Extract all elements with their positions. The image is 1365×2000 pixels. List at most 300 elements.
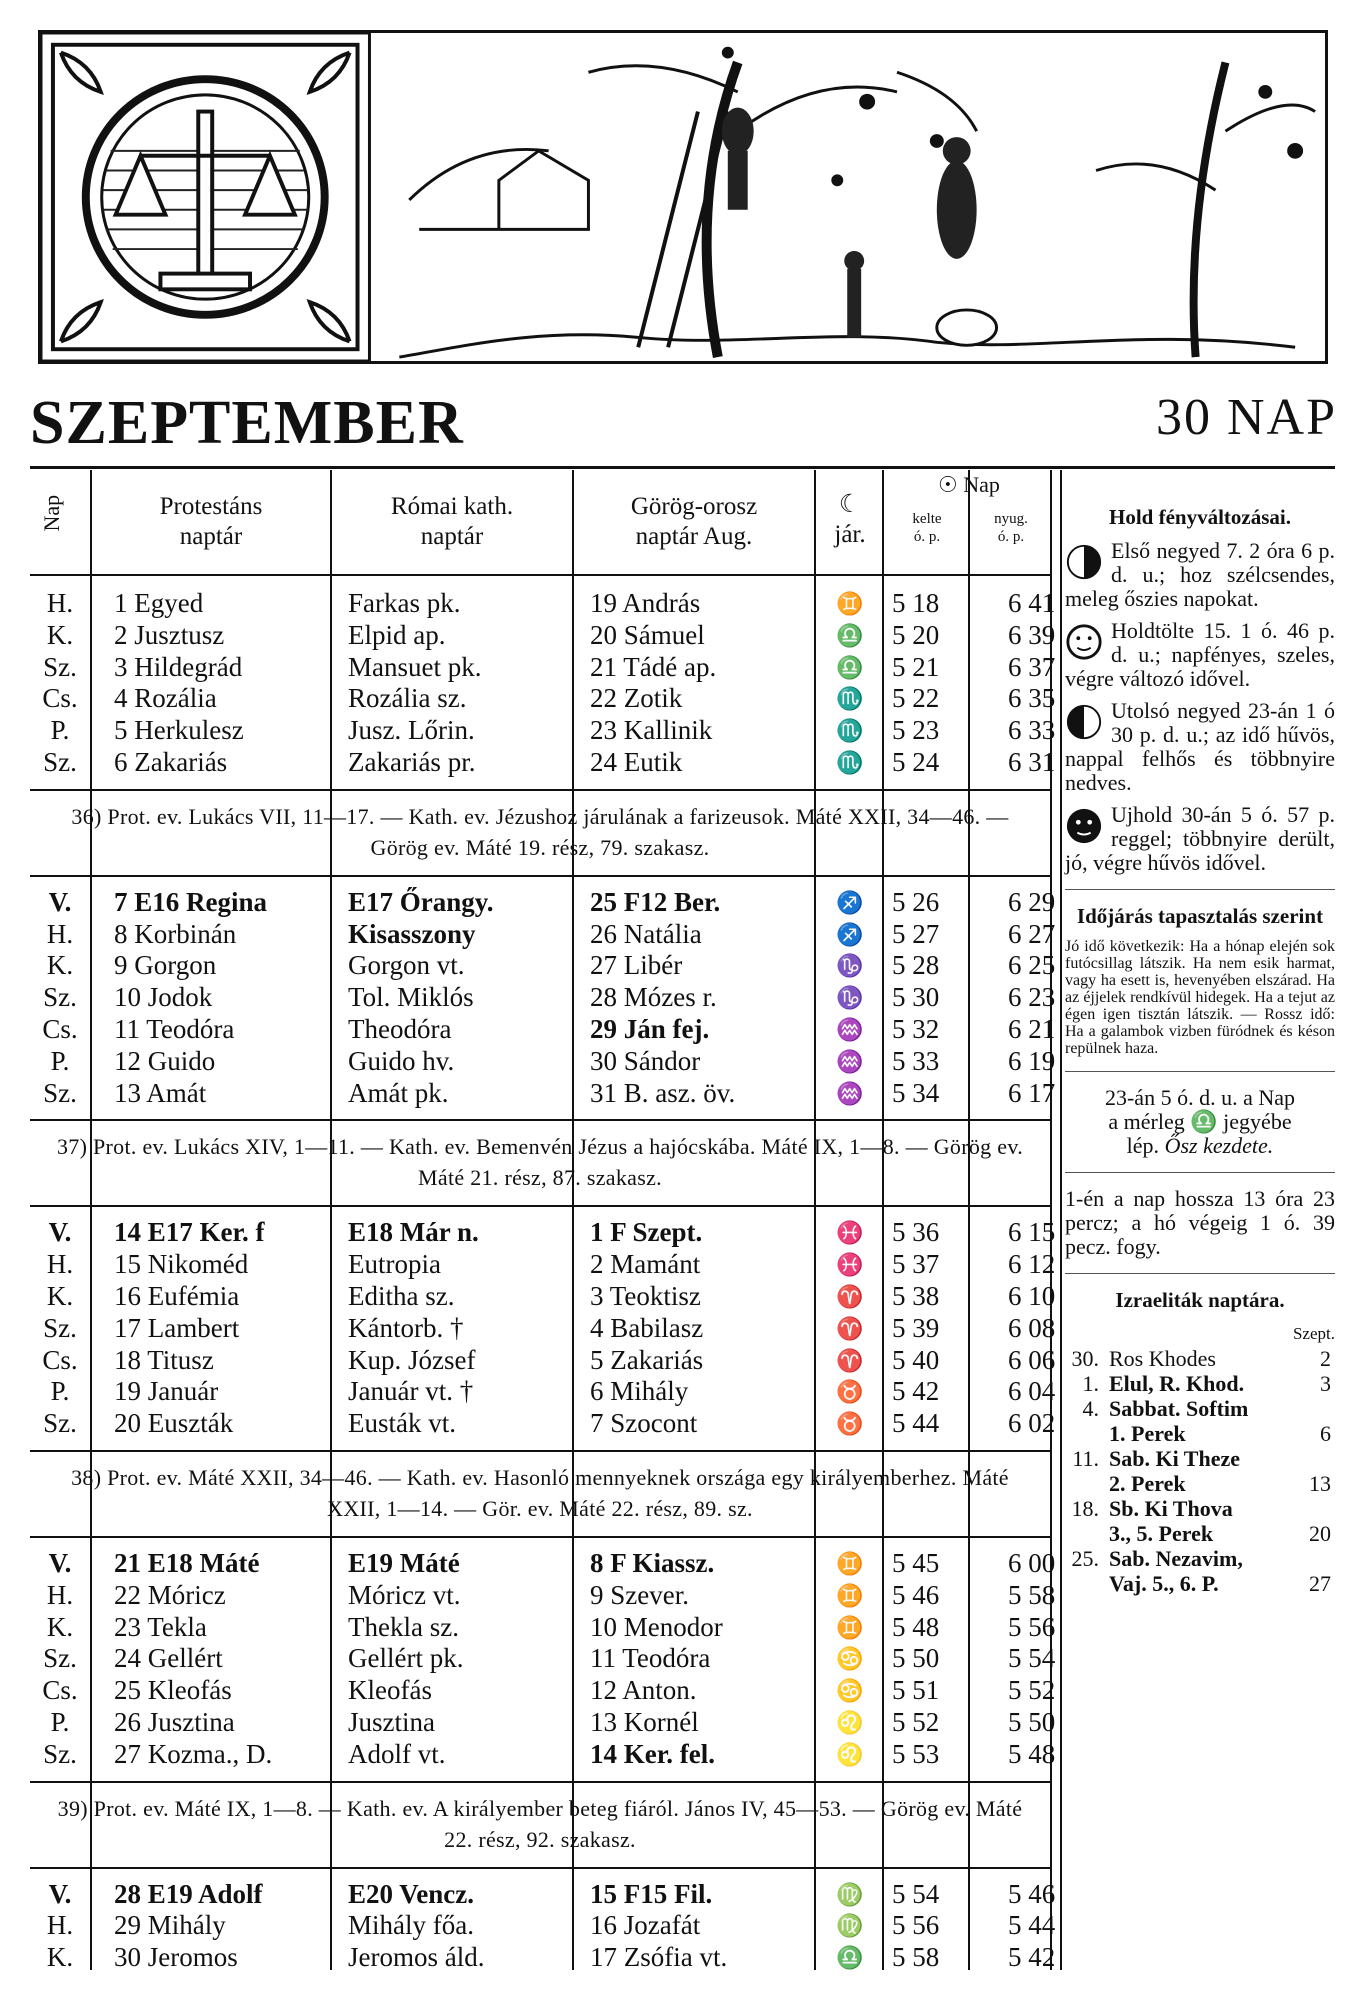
sunset-time: 5 52 [1008,1675,1056,1706]
moon-phase-text: Ujhold 30-án 5 ó. 57 p. reggel; többnyire derült, jó, végre hűvös idővel. [1065,802,1335,875]
week-block [30,588,1056,877]
day-abbrev: Cs. [42,1344,78,1375]
header-gorog-line2: naptár Aug. [635,523,753,550]
moon-phases-title: Hold fényváltozásai. [1109,505,1291,529]
sunrise-time: 5 24 [892,746,940,777]
protestant-name: 1 Egyed [114,588,204,618]
orthodox-name: 23 Kallinik [590,715,713,746]
table-row [30,1013,1056,1046]
protestant-name: 13 Amát [114,1077,207,1108]
table-row [30,1675,1056,1707]
izr-row [1065,1471,1335,1496]
catholic-name: E20 Vencz. [348,1878,475,1909]
zodiac-vízöntő-icon: ♒ [836,1048,864,1074]
moon-phase-entry [1065,803,1335,875]
sunset-time: 6 37 [1008,651,1056,682]
sunset-time: 6 25 [1008,950,1056,981]
sunrise-time: 5 36 [892,1217,940,1248]
sunrise-time: 5 53 [892,1738,940,1769]
izr-title: Izraeliták naptára. [1115,1288,1285,1312]
side-column [1065,505,1335,1596]
sun-note [1065,1086,1335,1158]
sunrise-time: 5 27 [892,918,940,949]
day-abbrev: H. [46,1579,74,1610]
header-sun-label: Nap [963,472,1000,497]
header-illustration [38,30,1328,364]
zodiac-szűz-icon: ♍ [836,1881,864,1907]
weeks-container [30,576,1056,1974]
protestant-name: 22 Móricz [114,1579,226,1610]
orthodox-name: 27 Libér [590,950,683,981]
sunset-time: 6 41 [1008,588,1056,618]
day-abbrev: Sz. [43,651,77,682]
sunrise-time: 5 38 [892,1280,940,1311]
zodiac-kos-icon: ♈ [836,1347,864,1373]
week-block [30,886,1056,1208]
orthodox-name: 21 Tádé ap. [590,651,717,682]
month-title: SZEPTEMBER [30,389,464,457]
day-abbrev: K. [46,950,74,981]
orthodox-name: 14 Ker. fel. [590,1738,715,1769]
catholic-name: Mihály főa. [348,1910,474,1941]
sunset-time: 6 35 [1008,683,1056,714]
zodiac-ikrek-icon: ♊ [836,591,864,616]
sunrise-time: 5 37 [892,1249,940,1280]
sunset-time: 6 06 [1008,1344,1056,1375]
table-row [30,683,1056,715]
header-gorog [576,492,812,552]
weather-title: Időjárás tapasztalás szerint [1076,904,1324,928]
izr-sept: 3 [1320,1371,1331,1396]
orthodox-name: 19 András [590,588,701,618]
sunrise-time: 5 42 [892,1376,940,1407]
izr-day: 11. [1072,1446,1099,1471]
table-row [30,1312,1056,1345]
zodiac-bak-icon: ♑ [836,953,864,979]
catholic-name: Kleofás [348,1675,432,1706]
day-abbrev: Sz. [43,1738,77,1769]
sunrise-time: 5 39 [892,1312,940,1343]
protestant-name: 26 Jusztina [114,1706,235,1737]
sunset-time: 6 10 [1008,1280,1056,1311]
table-row [30,715,1056,747]
protestant-name: 17 Lambert [114,1312,240,1343]
divider [1065,1273,1335,1274]
zodiac-ikrek-icon: ♊ [836,1550,864,1576]
orthodox-name: 10 Menodor [590,1611,723,1642]
catholic-name: Elpid ap. [348,619,446,650]
izr-row [1065,1521,1335,1546]
catholic-name: Jusz. Lőrin. [348,715,475,746]
sunrise-time: 5 22 [892,683,940,714]
catholic-name: Zakariás pr. [348,746,476,777]
orthodox-name: 1 F Szept. [590,1217,703,1248]
top-rule [30,466,1335,469]
weather-text: Jó idő következik: Ha a hónap elején sok futócsillag látszik. Ha nem esik harmat, vagy ha esett is, hevenyében elszárad. Ha az éjjelek rendkívül hidegek. Ha a tejut az égen igen tisztán látszik. — Rossz idő: Ha a galambok vizben füródnek és késon repülnek haza. [1065,938,1335,1057]
zodiac-nyilas-icon: ♐ [836,889,864,915]
izr-day: 1. [1082,1371,1099,1396]
sunset-time: 5 58 [1008,1579,1056,1610]
izr-day: 4. [1082,1396,1099,1421]
protestant-name: 7 E16 Regina [114,886,268,917]
table-row [30,1376,1056,1408]
sunset-time: 5 42 [1008,1942,1056,1973]
sunrise-time: 5 56 [892,1910,940,1941]
orthodox-name: 13 Kornél [590,1706,699,1737]
protestant-name: 27 Kozma., D. [114,1738,273,1769]
sunset-time: 6 08 [1008,1312,1056,1343]
calendar-table [30,470,1056,1974]
table-row [30,1217,1056,1249]
izr-day: 18. [1071,1496,1099,1521]
zodiac-vízöntő-icon: ♒ [836,1016,864,1042]
sunset-time: 6 17 [1008,1077,1056,1108]
izr-row [1065,1496,1335,1521]
sunset-time: 6 29 [1008,886,1056,917]
sun-note-part: 23-án 5 ó. d. u. a Nap [1104,1085,1295,1110]
catholic-name: Guido hv. [348,1045,455,1076]
header-kath-line2: naptár [420,523,484,550]
izr-name: 2. Perek [1109,1471,1186,1496]
sunset-time: 5 56 [1008,1611,1056,1642]
catholic-name: Tol. Miklós [348,982,474,1013]
gospel-note: 37) Prot. ev. Lukács XIV, 1—11. — Kath. ev. Bemenvén Jézus a hajócskába. Máté IX, 1—8. — Görög ev. Máté 21. rész, 87. szakasz. [30,1119,1050,1207]
orthodox-name: 31 B. asz. öv. [590,1077,736,1108]
protestant-name: 18 Titusz [114,1344,214,1375]
day-abbrev: V. [48,1878,72,1909]
header-nyug [970,510,1052,546]
table-row [30,1045,1056,1078]
izr-row [1065,1346,1335,1371]
apple-harvest-illustration [41,33,1325,361]
protestant-name: 2 Jusztusz [114,619,225,650]
sunrise-time: 5 58 [892,1942,940,1973]
catholic-name: Kántorb. † [348,1312,464,1343]
zodiac-ikrek-icon: ♊ [836,1614,864,1640]
new-moon-icon [1065,807,1103,845]
sunrise-time: 5 48 [892,1611,940,1642]
sunrise-time: 5 51 [892,1675,940,1706]
sunrise-time: 5 30 [892,982,940,1013]
header-protestans-line2: naptár [179,523,243,550]
sunset-time: 6 00 [1008,1547,1056,1578]
catholic-name: E17 Őrangy. [348,886,494,917]
sun-note-part: lép. [1126,1133,1160,1158]
header-kelte-line2: ó. p. [913,529,941,545]
izr-sept: 13 [1309,1471,1331,1496]
header-jar [818,490,882,550]
day-abbrev: Sz. [43,982,77,1013]
day-abbrev: Sz. [43,1312,77,1343]
catholic-name: Eutropia [348,1249,441,1280]
table-row [30,982,1056,1014]
izr-sept: 2 [1320,1346,1331,1371]
protestant-name: 6 Zakariás [114,746,228,777]
day-abbrev: P. [50,715,70,746]
day-abbrev: H. [46,1910,74,1941]
week-block [30,1878,1056,1974]
sunset-time: 5 54 [1008,1643,1056,1674]
zodiac-vízöntő-icon: ♒ [836,1080,864,1106]
day-abbrev: H. [46,918,74,949]
protestant-name: 30 Jeromos [114,1942,238,1973]
izr-sept: 27 [1309,1571,1331,1596]
col-divider [1060,470,1062,1970]
zodiac-bika-icon: ♉ [836,1411,864,1437]
zodiac-oroszlán-icon: ♌ [836,1741,864,1767]
izr-name: Elul, R. Khod. [1109,1371,1245,1396]
zodiac-mérleg-icon: ♎ [836,654,864,680]
day-abbrev: Sz. [43,746,77,777]
header-sun [886,472,1052,498]
table-row [30,1706,1056,1739]
sunset-time: 6 15 [1008,1217,1056,1248]
divider [1065,889,1335,890]
orthodox-name: 11 Teodóra [590,1643,711,1674]
orthodox-name: 24 Eutik [590,746,683,777]
protestant-name: 10 Jodok [114,982,213,1013]
day-abbrev: V. [48,886,72,917]
sunrise-time: 5 21 [892,651,940,682]
sunset-time: 6 27 [1008,918,1056,949]
header-nyug-line1: nyug. [994,511,1028,527]
catholic-name: Farkas pk. [348,588,461,618]
orthodox-name: 26 Natália [590,918,702,949]
izr-name: 1. Perek [1109,1421,1186,1446]
orthodox-name: 30 Sándor [590,1045,701,1076]
gospel-note: 36) Prot. ev. Lukács VII, 11—17. — Kath. ev. Jézushoz járulának a farizeusok. Máté XXII, 34—46. — Görög ev. Máté 19. rész, 79. szakasz. [30,789,1050,877]
table-row [30,1738,1056,1771]
day-abbrev: V. [48,1217,72,1248]
catholic-name: Január vt. † [348,1376,474,1407]
moon-phase-entry [1065,699,1335,795]
protestant-name: 23 Tekla [114,1611,207,1642]
zodiac-halak-icon: ♓ [836,1252,864,1278]
protestant-name: 11 Teodóra [114,1013,235,1044]
zodiac-rák-icon: ♋ [836,1678,864,1704]
day-abbrev: P. [50,1045,70,1076]
izr-name: Sab. Nezavim, [1109,1546,1243,1571]
catholic-name: Eusták vt. [348,1408,456,1439]
header-kelte [886,510,968,546]
izr-day: 25. [1071,1546,1099,1571]
orthodox-name: 28 Mózes r. [590,982,717,1013]
day-abbrev: P. [50,1376,70,1407]
header-nyug-line2: ó. p. [997,529,1025,545]
table-row [30,746,1056,779]
orthodox-name: 9 Szever. [590,1579,689,1610]
izr-row [1065,1546,1335,1571]
orthodox-name: 3 Teoktisz [590,1280,701,1311]
last-quarter-moon-icon [1065,703,1103,741]
orthodox-name: 7 Szocont [590,1408,698,1439]
catholic-name: Gorgon vt. [348,950,465,981]
sunrise-time: 5 28 [892,950,940,981]
catholic-name: Thekla sz. [348,1611,459,1642]
day-abbrev: H. [46,588,74,618]
sunrise-time: 5 54 [892,1878,940,1909]
izr-name: Vaj. 5., 6. P. [1109,1571,1219,1596]
table-header [30,470,1050,576]
sunrise-time: 5 46 [892,1579,940,1610]
day-abbrev: Cs. [42,1013,78,1044]
gospel-note: 38) Prot. ev. Máté XXII, 34—46. — Kath. ev. Hasonló mennyeknek országa egy királyemberhez. Máté XXII, 1—14. — Gör. ev. Máté 22. rész, 89. sz. [30,1450,1050,1538]
sunset-time: 6 21 [1008,1013,1056,1044]
orthodox-name: 5 Zakariás [590,1344,704,1375]
header-kath [334,492,570,552]
day-abbrev: K. [46,1611,74,1642]
table-row [30,588,1056,620]
day-abbrev: V. [48,1547,72,1578]
sunrise-time: 5 32 [892,1013,940,1044]
protestant-name: 19 Január [114,1376,219,1407]
zodiac-kos-icon: ♈ [836,1283,864,1309]
zodiac-halak-icon: ♓ [836,1220,864,1246]
protestant-name: 29 Mihály [114,1910,226,1941]
izr-row [1065,1371,1335,1396]
catholic-name: Rozália sz. [348,683,467,714]
sunset-time: 6 23 [1008,982,1056,1013]
zodiac-skorpió-icon: ♏ [836,749,864,775]
table-row [30,1579,1056,1612]
table-row [30,1611,1056,1644]
izr-name: Sb. Ki Thova [1109,1496,1233,1521]
divider [1065,1172,1335,1173]
zodiac-mérleg-icon: ♎ [836,1945,864,1971]
izr-list [1065,1346,1335,1596]
table-row [30,950,1056,982]
sunrise-time: 5 44 [892,1408,940,1439]
catholic-name: Jeromos áld. [348,1942,485,1973]
sunset-time: 5 50 [1008,1706,1056,1737]
first-quarter-moon-icon [1065,543,1103,581]
table-row [30,651,1056,684]
zodiac-kos-icon: ♈ [836,1315,864,1341]
orthodox-name: 17 Zsófia vt. [590,1942,728,1973]
table-row [30,918,1056,951]
day-abbrev: K. [46,1942,74,1973]
catholic-name: Kisasszony [348,918,476,949]
zodiac-mérleg-icon: ♎ [836,622,864,648]
catholic-name: Mansuet pk. [348,651,482,682]
catholic-name: Móricz vt. [348,1579,461,1610]
header-kath-line1: Római kath. [390,493,514,520]
sun-note-autumn: Ősz kezdete. [1164,1133,1274,1158]
izr-name: Ros Khodes [1109,1346,1216,1371]
table-row [30,1643,1056,1675]
table-row [30,1408,1056,1440]
day-abbrev: Cs. [42,1675,78,1706]
libra-icon: ♎ [1190,1109,1218,1134]
orthodox-name: 6 Mihály [590,1376,689,1407]
izr-row [1065,1446,1335,1471]
sunrise-time: 5 20 [892,619,940,650]
catholic-name: Jusztina [348,1706,435,1737]
protestant-name: 24 Gellért [114,1643,223,1674]
zodiac-bika-icon: ♉ [836,1379,864,1405]
week-block [30,1217,1056,1538]
izr-sept: 6 [1320,1421,1331,1446]
table-row [30,1878,1056,1911]
protestant-name: 4 Rozália [114,683,217,714]
izr-col-header: Szept. [1292,1324,1335,1343]
sunrise-time: 5 33 [892,1045,940,1076]
table-row [30,1077,1056,1110]
sunrise-time: 5 26 [892,886,940,917]
moon-phase-text: Utolsó negyed 23-án 1 ó 30 p. d. u.; az idő hűvös, nappal felhős és többnyire nedves. [1065,698,1335,795]
table-row [30,619,1056,652]
table-row [30,886,1056,919]
table-row [30,1280,1056,1313]
sunrise-time: 5 50 [892,1643,940,1674]
moon-phases-list [1065,539,1335,875]
month-days-count: 30 NAP [1155,389,1337,446]
izr-sept: 20 [1309,1521,1331,1546]
protestant-name: 5 Herkulesz [114,715,244,746]
protestant-name: 16 Eufémia [114,1280,240,1311]
full-moon-icon [1065,623,1103,661]
orthodox-name: 29 Ján fej. [590,1013,710,1044]
moon-phase-entry [1065,619,1335,691]
header-jar-label: jár. [834,521,866,548]
day-abbrev: K. [46,619,74,650]
catholic-name: Theodóra [348,1013,452,1044]
izr-row [1065,1571,1335,1596]
izr-row [1065,1421,1335,1446]
orthodox-name: 2 Mamánt [590,1249,701,1280]
protestant-name: 8 Korbinán [114,918,237,949]
sunrise-time: 5 34 [892,1077,940,1108]
izr-day: 30. [1071,1346,1099,1371]
izr-row [1065,1396,1335,1421]
orthodox-name: 15 F15 Fil. [590,1878,713,1909]
day-abbrev: Sz. [43,1408,77,1439]
gospel-note: 39) Prot. ev. Máté IX, 1—8. — Kath. ev. A királyember beteg fiáról. János IV, 45—53. — Görög ev. Máté 22. rész, 92. szakasz. [30,1781,1050,1869]
orthodox-name: 20 Sámuel [590,619,705,650]
sun-note-part: a mérleg [1108,1109,1185,1134]
sunset-time: 5 46 [1008,1878,1056,1909]
sunrise-time: 5 23 [892,715,940,746]
zodiac-oroszlán-icon: ♌ [836,1709,864,1735]
table-row [30,1910,1056,1942]
sunset-time: 6 02 [1008,1408,1056,1439]
zodiac-rák-icon: ♋ [836,1646,864,1672]
catholic-name: Adolf vt. [348,1738,446,1769]
zodiac-skorpió-icon: ♏ [836,686,864,712]
moon-phase-text: Holdtölte 15. 1 ó. 46 p. d. u.; napfényes, szeles, végre változó idővel. [1065,618,1335,691]
day-abbrev: Cs. [42,683,78,714]
header-gorog-line1: Görög-orosz [630,493,758,520]
moon-phase-text: Első negyed 7. 2 óra 6 p. d. u.; hoz szélcsendes, meleg őszies napokat. [1065,538,1335,611]
table-row [30,1344,1056,1377]
sunset-time: 6 39 [1008,619,1056,650]
sunset-time: 6 33 [1008,715,1056,746]
catholic-name: E18 Már n. [348,1217,479,1248]
header-nap: Nap [38,494,64,532]
zodiac-ikrek-icon: ♊ [836,1582,864,1608]
zodiac-skorpió-icon: ♏ [836,718,864,744]
orthodox-name: 12 Anton. [590,1675,697,1706]
orthodox-name: 16 Jozafát [590,1910,701,1941]
sunrise-time: 5 45 [892,1547,940,1578]
day-abbrev: Sz. [43,1077,77,1108]
izr-name: 3., 5. Perek [1109,1521,1214,1546]
table-row [30,1942,1056,1974]
catholic-name: E19 Máté [348,1547,460,1578]
sunset-time: 6 12 [1008,1249,1056,1280]
sunrise-time: 5 18 [892,588,940,618]
sunset-time: 6 04 [1008,1376,1056,1407]
